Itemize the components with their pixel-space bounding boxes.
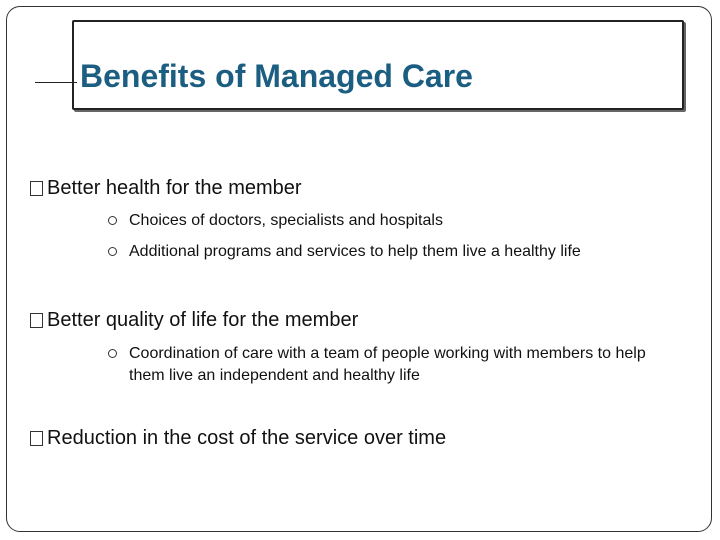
title-accent-line (35, 82, 77, 83)
bullet-item (30, 177, 302, 200)
sub-bullet-item (108, 343, 668, 387)
sub-bullet-text: Coordination of care with a team of people working with members to help them live an independent and healthy life (129, 345, 646, 384)
square-bullet-icon (30, 181, 43, 196)
circle-bullet-icon (108, 349, 117, 358)
circle-bullet-icon (108, 216, 117, 225)
circle-bullet-icon (108, 247, 117, 256)
bullet-text: Better health for the member (47, 177, 302, 199)
bullet-item (30, 427, 446, 450)
square-bullet-icon (30, 313, 43, 328)
square-bullet-icon (30, 431, 43, 446)
bullet-text: Reduction in the cost of the service over time (47, 427, 447, 449)
bullet-text: Better quality of life for the member (47, 309, 359, 331)
sub-bullet-text: Choices of doctors, specialists and hospitals (129, 212, 443, 229)
slide-title: Benefits of Managed Care (80, 58, 473, 94)
bullet-item (30, 309, 358, 332)
sub-bullet-text: Additional programs and services to help them live a healthy life (129, 243, 581, 260)
sub-bullet-item (108, 241, 581, 263)
sub-bullet-item (108, 210, 443, 232)
